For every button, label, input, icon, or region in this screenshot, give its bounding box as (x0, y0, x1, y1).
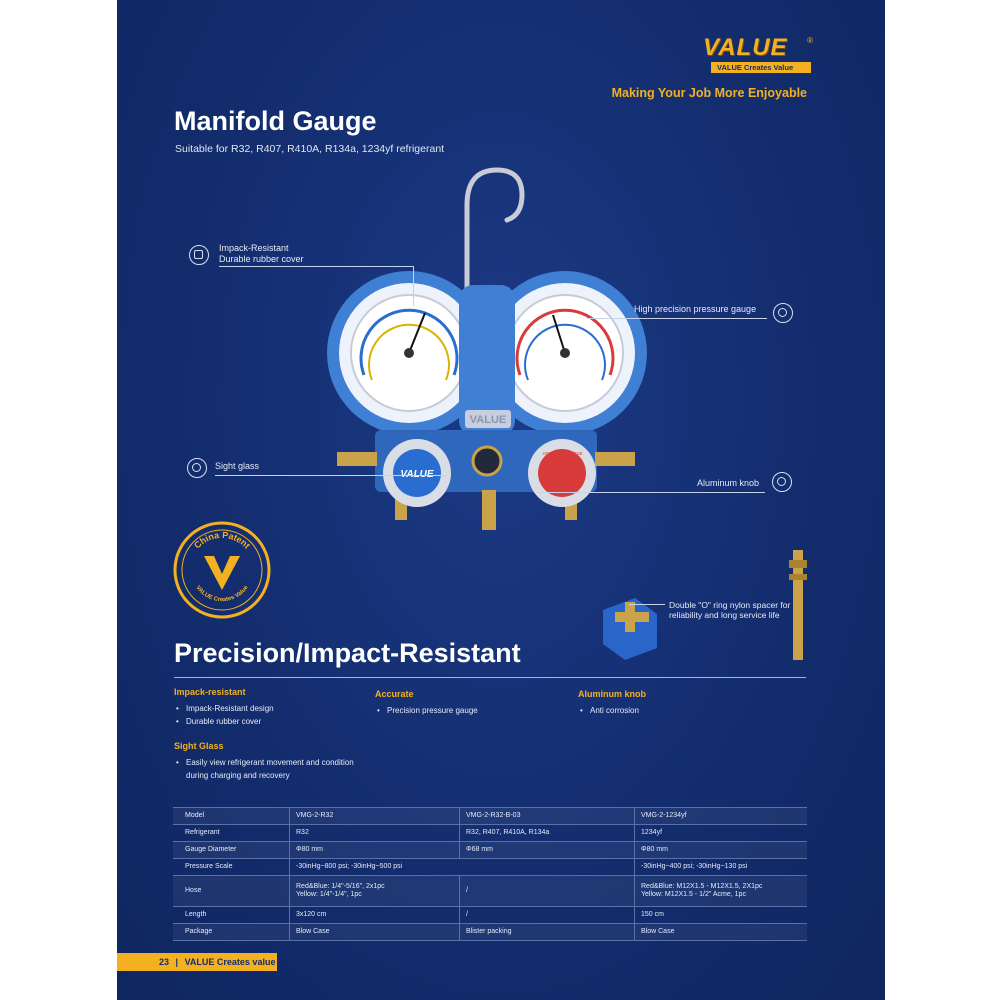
gauge-emboss: VALUE (469, 414, 507, 426)
svg-text:China Patent (192, 530, 252, 551)
aluminum-knob-callout: Aluminum knob (697, 478, 760, 488)
feature-item: • Precision pressure gauge (375, 704, 478, 717)
cell: VMG-2-1234yf (635, 808, 808, 825)
cell: VMG-2-R32 (290, 808, 460, 825)
impact-leader-h (219, 266, 414, 267)
impact-leader-v (413, 266, 414, 306)
cell: Φ80 mm (635, 842, 808, 859)
cell: Φ80 mm (290, 842, 460, 859)
cell-line: Red&Blue: 1/4"-5/16", 2x1pc (296, 883, 385, 890)
catalog-page (117, 0, 885, 1000)
brand-name: VALUE (703, 34, 788, 61)
oring-callout: Double "O" ring nylon spacer for reliability and long service life (669, 600, 791, 620)
cell: -30inHg~800 psi; -30inHg~500 psi (290, 859, 635, 876)
page-footer (117, 953, 277, 971)
table-row (173, 924, 807, 941)
table-row (173, 808, 807, 825)
table-row (173, 842, 807, 859)
cell: Blow Case (635, 924, 808, 941)
aluminum-knob-callout-icon (772, 472, 792, 492)
cell: Blow Case (290, 924, 460, 941)
row-label: Refrigerant (173, 825, 290, 842)
table-row (173, 876, 807, 907)
cell: / (460, 907, 635, 924)
close-label: CLOSE (567, 451, 583, 456)
section-divider (174, 677, 806, 678)
cell: R32, R407, R410A, R134a (460, 825, 635, 842)
table-row (173, 859, 807, 876)
section-title: Precision/Impact-Resistant (174, 638, 521, 668)
feature-item: • Anti corrosion (578, 704, 646, 717)
cell: R32 (290, 825, 460, 842)
footer-text: VALUE Creates value (184, 957, 276, 967)
table-row (173, 825, 807, 842)
manifold-gauge-illustration (317, 165, 657, 535)
cell: 1234yf (635, 825, 808, 842)
seal-bottom-text: VALUE Creates Value (194, 584, 250, 604)
feature-sight-glass (174, 741, 354, 782)
cell: 3x120 cm (290, 907, 460, 924)
cell-line: Yellow: 1/4"-1/4", 1pc (296, 891, 362, 898)
oring-leader (629, 604, 665, 605)
precision-leader (587, 318, 767, 319)
footer-separator: | (175, 957, 179, 967)
table-row (173, 907, 807, 924)
seal-top-text: China Patent (192, 529, 253, 551)
row-label: Length (173, 907, 290, 924)
impact-callout-line1: Impack-Resistant (219, 243, 289, 253)
page-number: 23 (159, 957, 170, 967)
sight-glass-callout-icon (187, 458, 207, 478)
cell: Φ68 mm (460, 842, 635, 859)
feature-accurate (375, 689, 478, 717)
sight-leader (215, 475, 447, 476)
feature-impact (174, 687, 274, 728)
impact-callout-icon (189, 245, 209, 265)
knob-leader (537, 492, 765, 493)
feature-item: • Impack-Resistant design (174, 702, 274, 715)
cell-line: Yellow: M12X1.5 - 1/2" Acme, 1pc (641, 891, 746, 898)
row-label: Package (173, 924, 290, 941)
registered-mark: ® (807, 36, 813, 45)
cell: 150 cm (635, 907, 808, 924)
row-label: Pressure Scale (173, 859, 290, 876)
page-title: Manifold Gauge (174, 106, 377, 136)
cell: VMG-2-R32-B-03 (460, 808, 635, 825)
spec-table (173, 807, 807, 941)
sight-glass-callout: Sight glass (215, 461, 260, 471)
feature-title: Impack-resistant (174, 687, 246, 697)
row-label: Gauge Diameter (173, 842, 290, 859)
impact-callout (219, 243, 304, 265)
precision-callout-icon (773, 303, 793, 323)
brand-tagline: VALUE Creates Value (711, 62, 811, 73)
feature-item: • Durable rubber cover (174, 715, 274, 728)
cell (290, 876, 460, 907)
feature-aluminum-knob (578, 689, 646, 717)
feature-title: Accurate (375, 689, 414, 699)
feature-title: Sight Glass (174, 741, 224, 751)
cell (635, 876, 808, 907)
cell: / (460, 876, 635, 907)
impact-callout-line2: Durable rubber cover (219, 254, 304, 264)
china-patent-seal (172, 520, 272, 620)
cell-line: Red&Blue: M12X1.5 - M12X1.5, 2X1pc (641, 883, 763, 890)
precision-callout: High precision pressure gauge (634, 304, 757, 314)
brand-logo (703, 36, 813, 73)
row-label: Model (173, 808, 290, 825)
cell: Blister packing (460, 924, 635, 941)
page-subtitle: Suitable for R32, R407, R410A, R134a, 1234yf refrigerant (175, 143, 445, 155)
feature-title: Aluminum knob (578, 689, 646, 699)
brand-slogan: Making Your Job More Enjoyable (611, 86, 807, 100)
open-label: OPEN (542, 451, 556, 456)
row-label: Hose (173, 876, 290, 907)
feature-item: • Easily view refrigerant movement and condition during charging and recovery (174, 756, 354, 782)
cell: -30inHg~400 psi; -30inHg~130 psi (635, 859, 808, 876)
